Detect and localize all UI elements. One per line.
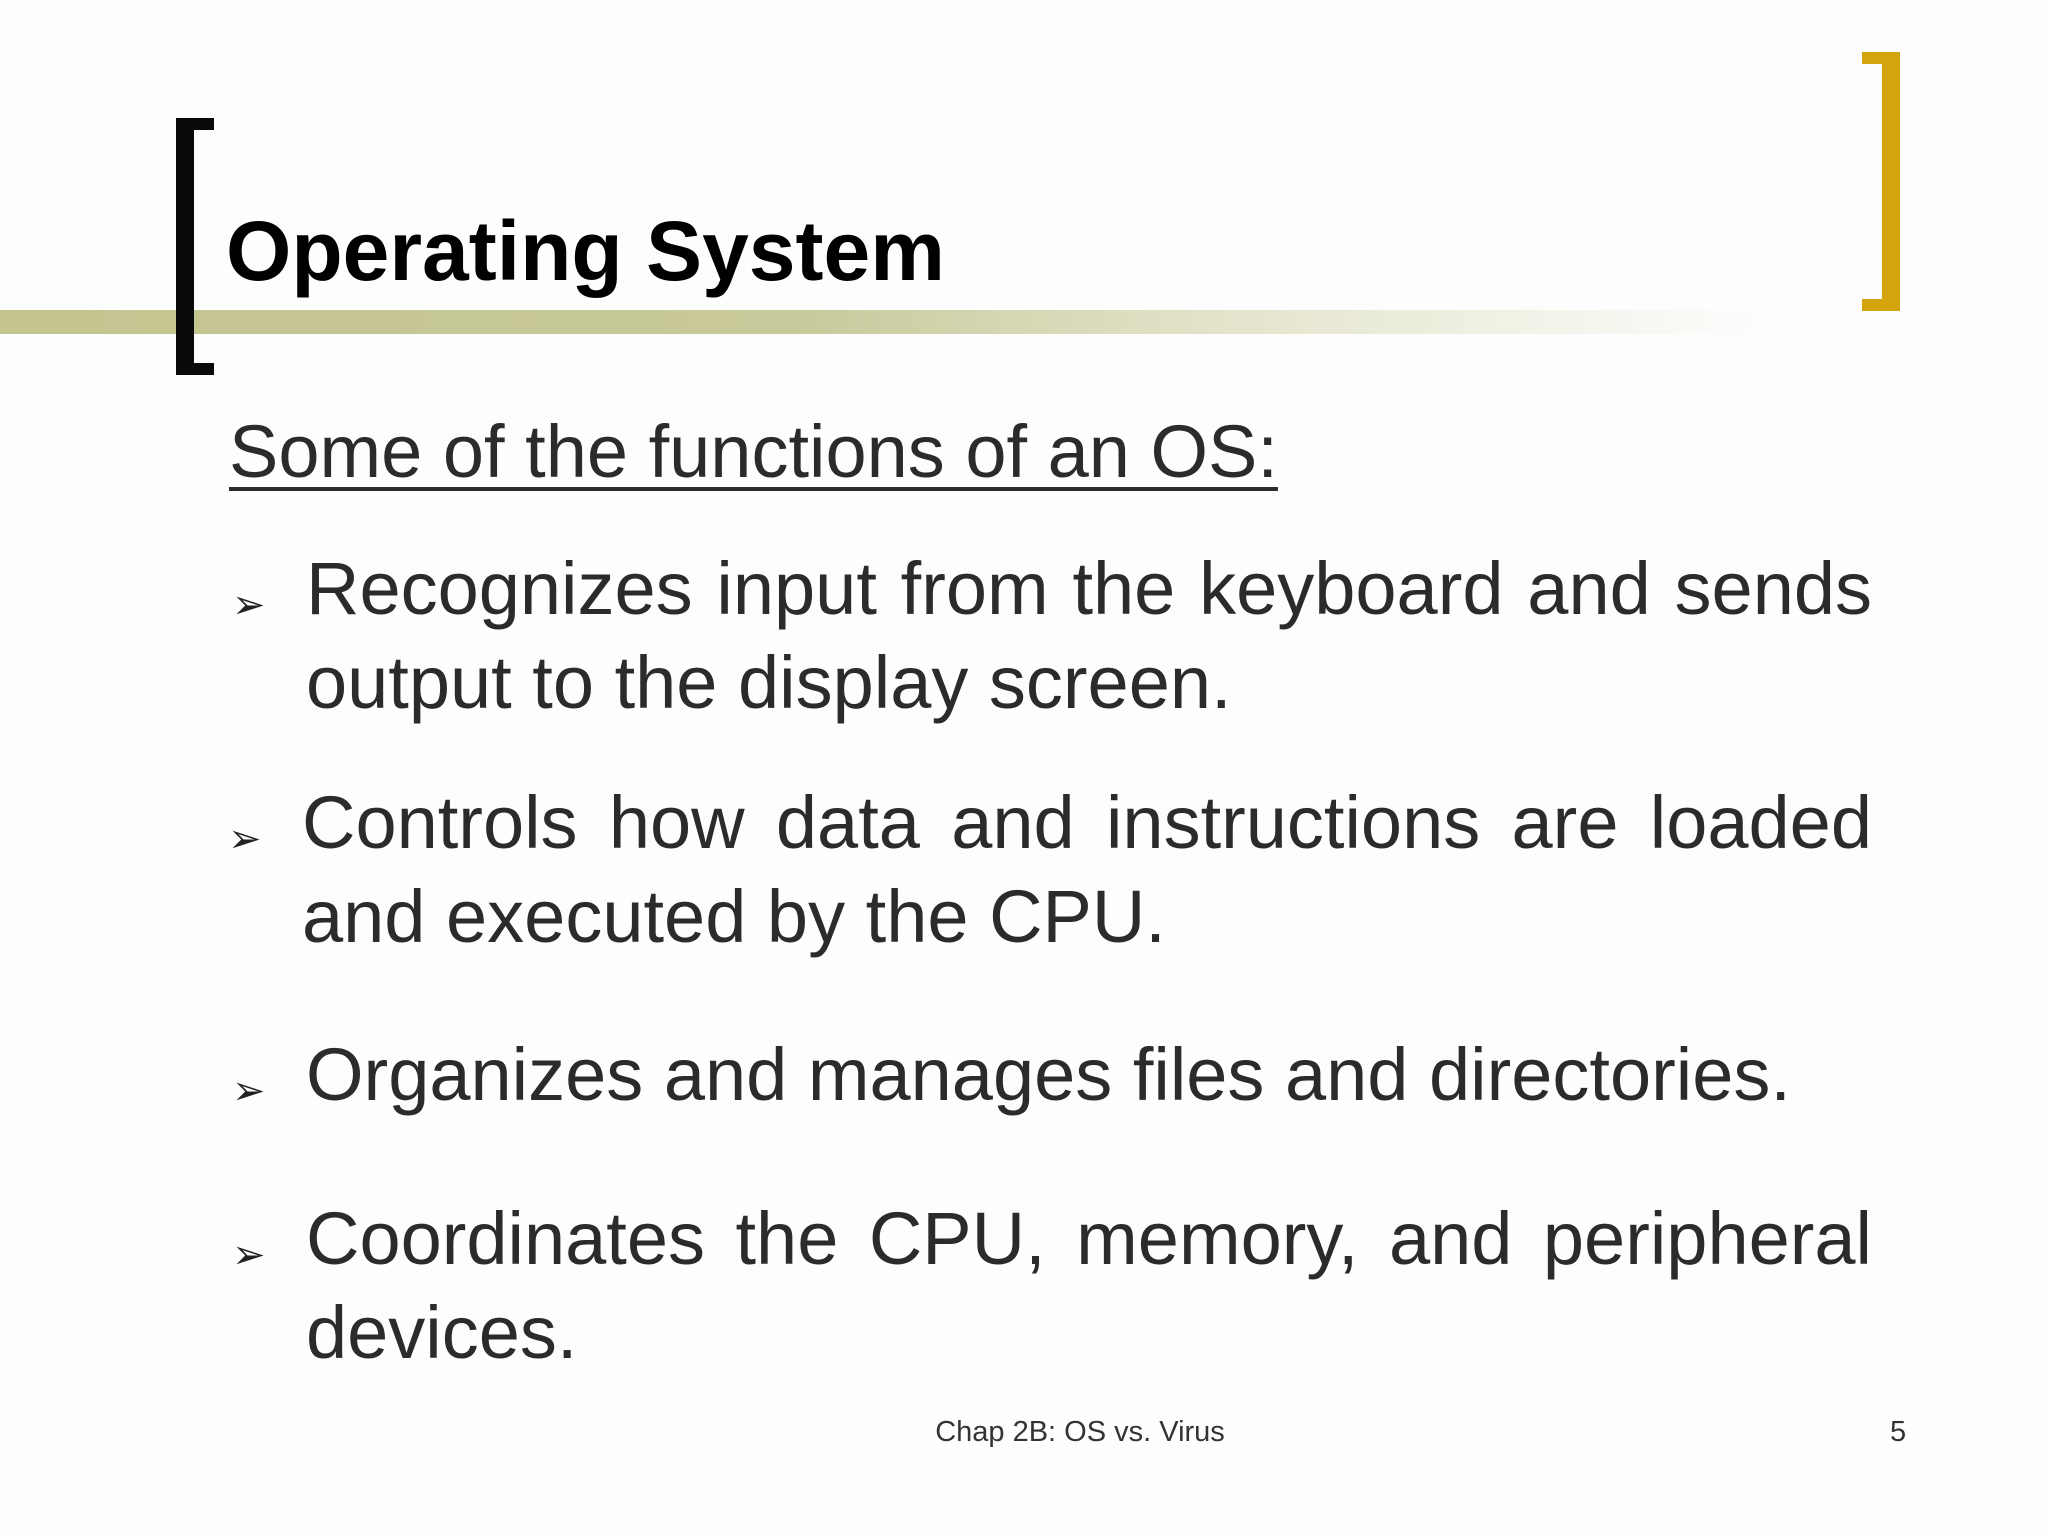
arrow-bullet-icon: ➢ bbox=[232, 1233, 266, 1277]
bullet-text: Controls how data and instructions are loaded and executed by the CPU. bbox=[302, 781, 1872, 958]
left-bracket-decoration bbox=[176, 118, 214, 375]
slide-title: Operating System bbox=[226, 204, 945, 298]
bullet-text: Organizes and manages files and directories. bbox=[306, 1033, 1791, 1116]
right-bracket-decoration bbox=[1862, 52, 1900, 311]
arrow-bullet-icon: ➢ bbox=[228, 817, 262, 861]
page-number: 5 bbox=[1890, 1416, 1907, 1448]
arrow-bullet-icon: ➢ bbox=[232, 583, 266, 627]
bullet-text: Coordinates the CPU, memory, and peripheral devices. bbox=[306, 1197, 1872, 1374]
slide-subtitle: Some of the functions of an OS: bbox=[229, 410, 1278, 493]
arrow-bullet-icon: ➢ bbox=[232, 1069, 266, 1113]
footer-text: Chap 2B: OS vs. Virus bbox=[935, 1416, 1225, 1448]
bullet-text: Recognizes input from the keyboard and sends output to the display screen. bbox=[306, 547, 1872, 724]
title-rule bbox=[0, 310, 1760, 334]
